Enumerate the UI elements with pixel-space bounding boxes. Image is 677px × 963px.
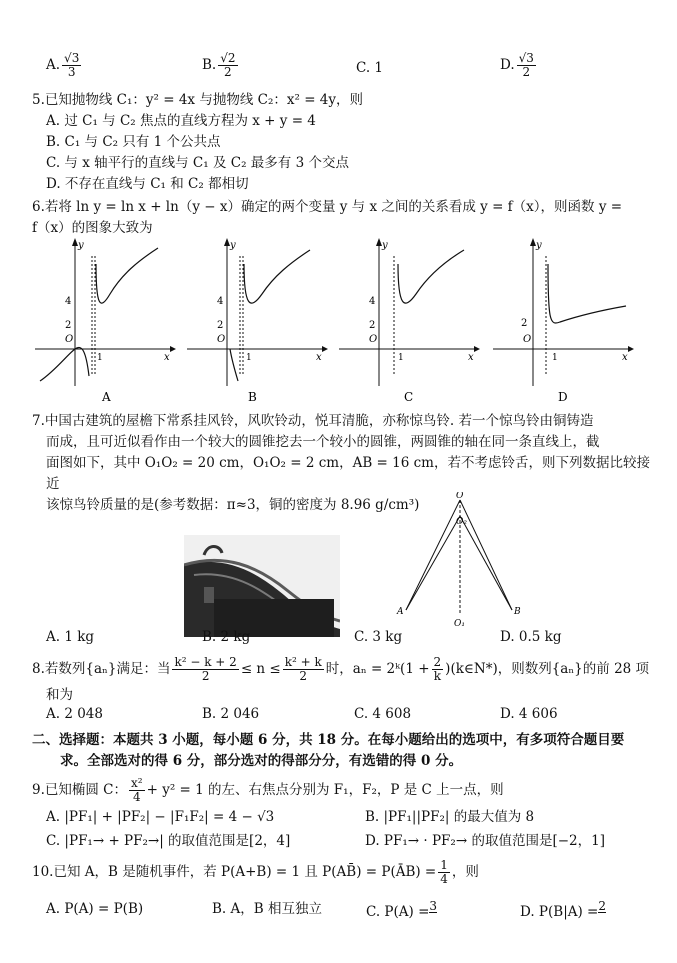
svg-text:y: y — [78, 240, 84, 251]
q4-option-b: B. $\frac{√2}{2}$ — [202, 51, 236, 79]
q8-option-d: D. 4 606 — [500, 706, 558, 722]
q4-options — [46, 52, 646, 79]
svg-text:4: 4 — [369, 296, 376, 307]
svg-text:y: y — [536, 240, 542, 251]
q5-option-d: D. 不存在直线与 C₁ 和 C₂ 都相切 — [46, 176, 249, 192]
section-2-header: 二、选择题：本题共 3 小题，每小题 6 分，共 18 分。在每小题给出的选项中，有多项符合题目要 求。全部选对的得 6 分，部分选对的得部分分，有选错的得 0 分。 — [32, 732, 625, 769]
svg-text:B: B — [248, 390, 257, 404]
q8-stem-line2: 和为 — [46, 687, 73, 703]
svg-text:x: x — [622, 352, 628, 363]
q7-option-d: D. 0.5 kg — [500, 629, 562, 645]
q9-stem: 9.已知椭圆 C： $\frac{\text{x²}}{4}$ + y² = 1 的左、右焦点分别为 F₁，F₂，P 是 C 上一点，则 — [32, 776, 504, 804]
q8-stem: 8.若数列{aₙ}满足：当 $\frac{\text{k² − k + 2}}{2}$ ≤ n ≤ $\frac{\text{k² + k}}{2}$ 时，aₙ = 2ᵏ(1 + $\frac{2}{k}$ )(k∈N*)，则数列{aₙ}的前 28 项 — [32, 655, 650, 683]
q9-option-c: C. |PF₁→ + PF₂→| 的取值范围是[2，4] — [46, 833, 291, 849]
q7-stem-line4: 该惊鸟铃质量的是(参考数据：π≈3，铜的密度为 8.96 g/cm³) — [46, 497, 420, 513]
question-5 — [32, 90, 660, 195]
q6-stem-line2: f（x）的图象大致为 — [32, 220, 153, 236]
svg-text:2: 2 — [369, 320, 376, 331]
graph-d — [493, 238, 634, 404]
svg-text:O: O — [456, 492, 464, 501]
q9-option-b: B. |PF₁||PF₂| 的最大值为 8 — [365, 809, 535, 825]
svg-text:x: x — [316, 352, 322, 363]
q5-option-b: B. C₁ 与 C₂ 只有 1 个公共点 — [46, 134, 221, 150]
q6-graphs — [30, 236, 650, 406]
svg-text:D: D — [558, 390, 568, 404]
svg-text:O₂: O₂ — [456, 517, 467, 527]
svg-text:A: A — [397, 607, 404, 617]
q6-stem-line1: 6.若将 ln y = ln x + ln（y − x）确定的两个变量 y 与 x 之间的关系看成 y = f（x），则函数 y = — [32, 199, 623, 215]
svg-text:4: 4 — [65, 296, 72, 307]
svg-text:1: 1 — [246, 353, 252, 363]
wind-chime-photo — [184, 535, 340, 637]
svg-text:O: O — [65, 334, 74, 345]
svg-text:1: 1 — [552, 353, 558, 363]
q9-option-a: A. |PF₁| + |PF₂| − |F₁F₂| = 4 − √3 — [46, 809, 275, 825]
q5-option-c: C. 与 x 轴平行的直线与 C₁ 及 C₂ 最多有 3 个交点 — [46, 155, 349, 171]
q7-stem-line3: 面图如下，其中 O₁O₂ = 20 cm，O₁O₂ = 2 cm，AB = 16 cm，若不考虑铃舌，则下列数据比较接近 — [46, 455, 650, 492]
svg-text:4: 4 — [217, 296, 224, 307]
q7-options — [46, 629, 646, 645]
svg-text:C: C — [404, 390, 414, 404]
q5-option-a: A. 过 C₁ 与 C₂ 焦点的直线方程为 x + y = 4 — [46, 113, 316, 129]
question-6 — [32, 197, 660, 239]
q10-option-c: C. P(A) =3 — [366, 899, 438, 920]
q10-option-a: A. P(A) = P(B) — [46, 901, 144, 917]
svg-text:2: 2 — [65, 320, 72, 331]
q7-option-c: C. 3 kg — [354, 629, 403, 645]
q4-option-d: D. $\frac{√3}{2}$ — [500, 51, 534, 79]
svg-text:x: x — [468, 352, 474, 363]
q10-option-b: B. A，B 相互独立 — [212, 901, 322, 917]
svg-text:O: O — [523, 334, 532, 345]
svg-text:1: 1 — [398, 353, 404, 363]
svg-text:2: 2 — [521, 318, 528, 329]
graph-c — [339, 238, 480, 404]
svg-text:B: B — [514, 607, 521, 617]
q9-option-d: D. PF₁→ · PF₂→ 的取值范围是[−2，1] — [365, 833, 605, 849]
q8-option-c: C. 4 608 — [354, 706, 412, 722]
q5-stem: 5.已知抛物线 C₁：y² = 4x 与抛物线 C₂：x² = 4y，则 — [32, 92, 364, 108]
q4-option-c: C. 1 — [356, 60, 384, 76]
svg-text:2: 2 — [217, 320, 224, 331]
q8-option-b: B. 2 046 — [202, 706, 260, 722]
svg-text:y: y — [382, 240, 388, 251]
svg-text:O: O — [369, 334, 378, 345]
q7-stem-line1: 7.中国古建筑的屋檐下常系挂风铃，风吹铃动，悦耳清脆，亦称惊鸟铃. 若一个惊鸟铃由铜铸造 — [32, 413, 594, 429]
q8-options — [46, 706, 646, 722]
graph-a — [35, 238, 176, 404]
q4-option-a: A. $\frac{√3}{3}$ — [46, 51, 80, 79]
q7-stem-line2: 而成，且可近似看作由一个较大的圆锥挖去一个较小的圆锥，两圆锥的轴在同一条直线上，截 — [46, 434, 600, 450]
svg-text:A: A — [102, 390, 111, 404]
q10-stem: 10.已知 A，B 是随机事件，若 P(A+B) = 1 且 P(AB̄) = P(ĀB) = $\frac{1}{4}$ ，则 — [32, 858, 479, 886]
svg-text:x: x — [164, 352, 170, 363]
bell-cross-section — [396, 492, 526, 632]
svg-text:y: y — [230, 240, 236, 251]
svg-text:O: O — [217, 334, 226, 345]
question-7 — [32, 411, 660, 516]
q8-option-a: A. 2 048 — [46, 706, 103, 722]
q10-option-d: D. P(B|A) =2 — [520, 899, 607, 920]
q7-option-a: A. 1 kg — [46, 629, 95, 645]
graph-b — [187, 238, 328, 404]
q7-option-b: B. 2 kg — [202, 629, 251, 645]
svg-text:1: 1 — [97, 353, 103, 363]
svg-text:O₁: O₁ — [454, 619, 465, 629]
